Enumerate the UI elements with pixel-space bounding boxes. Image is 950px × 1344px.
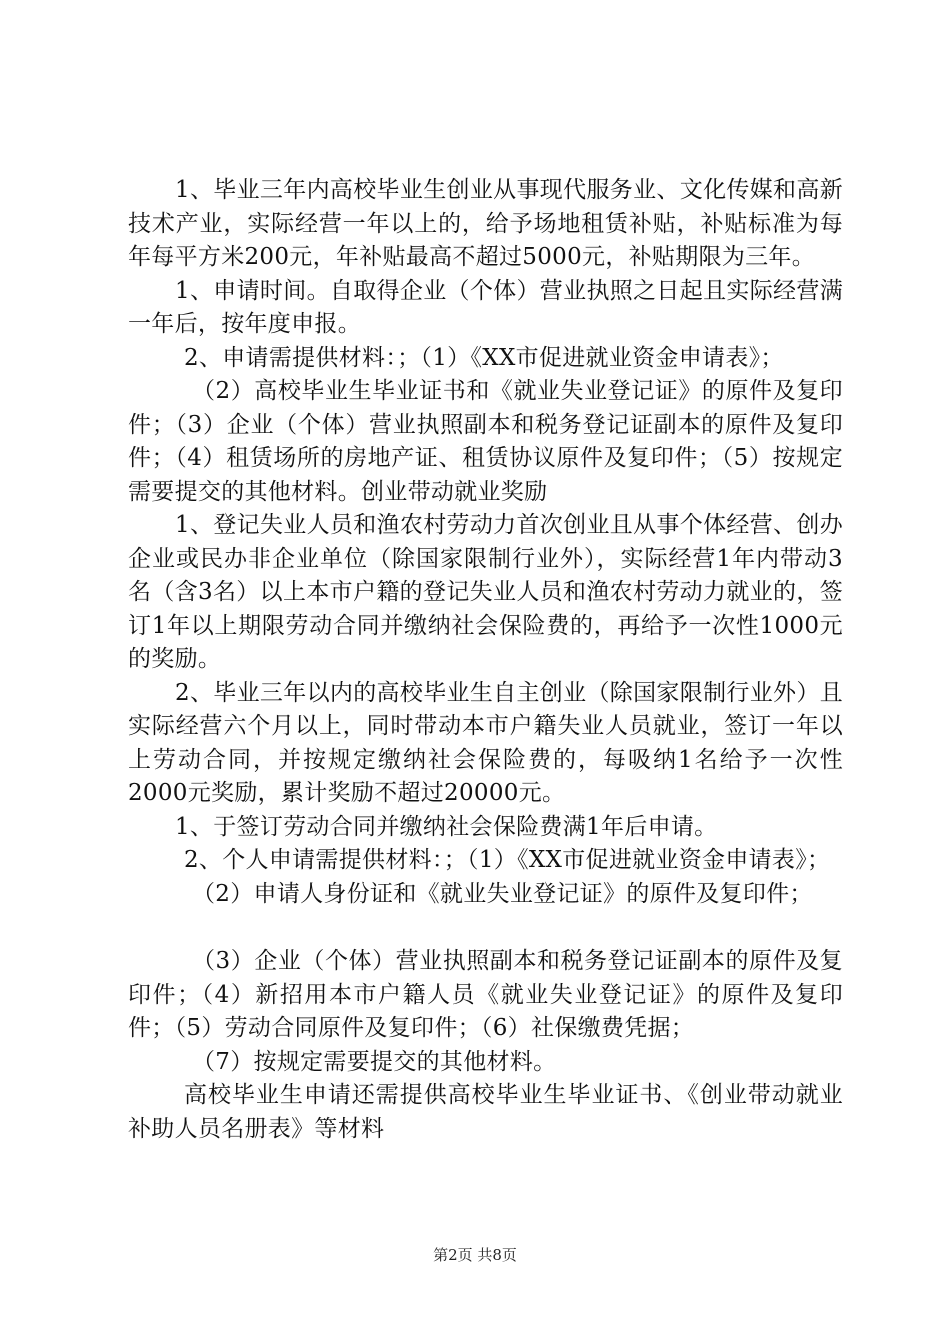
paragraph-application-time: 1、申请时间。自取得企业（个体）营业执照之日起且实际经营满一年后，按年度申报。: [128, 277, 843, 337]
paragraph-gap: [128, 911, 843, 945]
paragraph-other-materials: （7）按规定需要提交的其他材料。: [192, 1048, 557, 1075]
paragraph-graduate-extra: 高校毕业生申请还需提供高校毕业生毕业证书、《创业带动就业补助人员名册表》等材料: [128, 1082, 843, 1142]
paragraph-materials-list: （2）高校毕业生毕业证书和《就业失业登记证》的原件及复印件；（3）企业（个体）营业执照副本和税务登记证副本的原件及复印件；（4）租赁场所的房地产证、租赁协议原件及复印件；（5）按规定需要提交的其他材料。创业带动就业奖励: [128, 378, 843, 505]
paragraph-unemployed-reward: 1、登记失业人员和渔农村劳动力首次创业且从事个体经营、创办企业或民办非企业单位（除国家限制行业外），实际经营1年内带动3名（含3名）以上本市户籍的登记失业人员和渔农村劳动力就业的，签订1年以上期限劳动合同并缴纳社会保险费的，再给予一次性1000元的奖励。: [128, 512, 843, 672]
paragraph-personal-materials: 2、个人申请需提供材料：；（1）《XX市促进就业资金申请表》；: [184, 847, 831, 873]
paragraph-id-documents: （2）申请人身份证和《就业失业登记证》的原件及复印件；: [192, 880, 813, 907]
paragraph-business-documents: （3）企业（个体）营业执照副本和税务登记证副本的原件及复印件；（4）新招用本市户籍人员《就业失业登记证》的原件及复印件；（5）劳动合同原件及复印件；（6）社保缴费凭据；: [128, 948, 843, 1041]
paragraph-apply-after-year: 1、于签订劳动合同并缴纳社会保险费满1年后申请。: [175, 813, 718, 840]
paragraph-graduate-reward: 2、毕业三年以内的高校毕业生自主创业（除国家限制行业外）且实际经营六个月以上，同时带动本市户籍失业人员就业，签订一年以上劳动合同，并按规定缴纳社会保险费的，每吸纳1名给予一次性2000元奖励，累计奖励不超过20000元。: [128, 679, 843, 806]
document-body: [128, 174, 843, 1146]
paragraph-venue-subsidy: 1、毕业三年内高校毕业生创业从事现代服务业、文化传媒和高新技术产业，实际经营一年以上的，给予场地租赁补贴，补贴标准为每年每平方米200元，年补贴最高不超过5000元，补贴期限为三年。: [128, 177, 843, 270]
paragraph-materials-required: 2、申请需提供材料：；（1）《XX市促进就业资金申请表》；: [184, 344, 784, 371]
page-number-footer: 第2页 共8页: [433, 1246, 517, 1264]
